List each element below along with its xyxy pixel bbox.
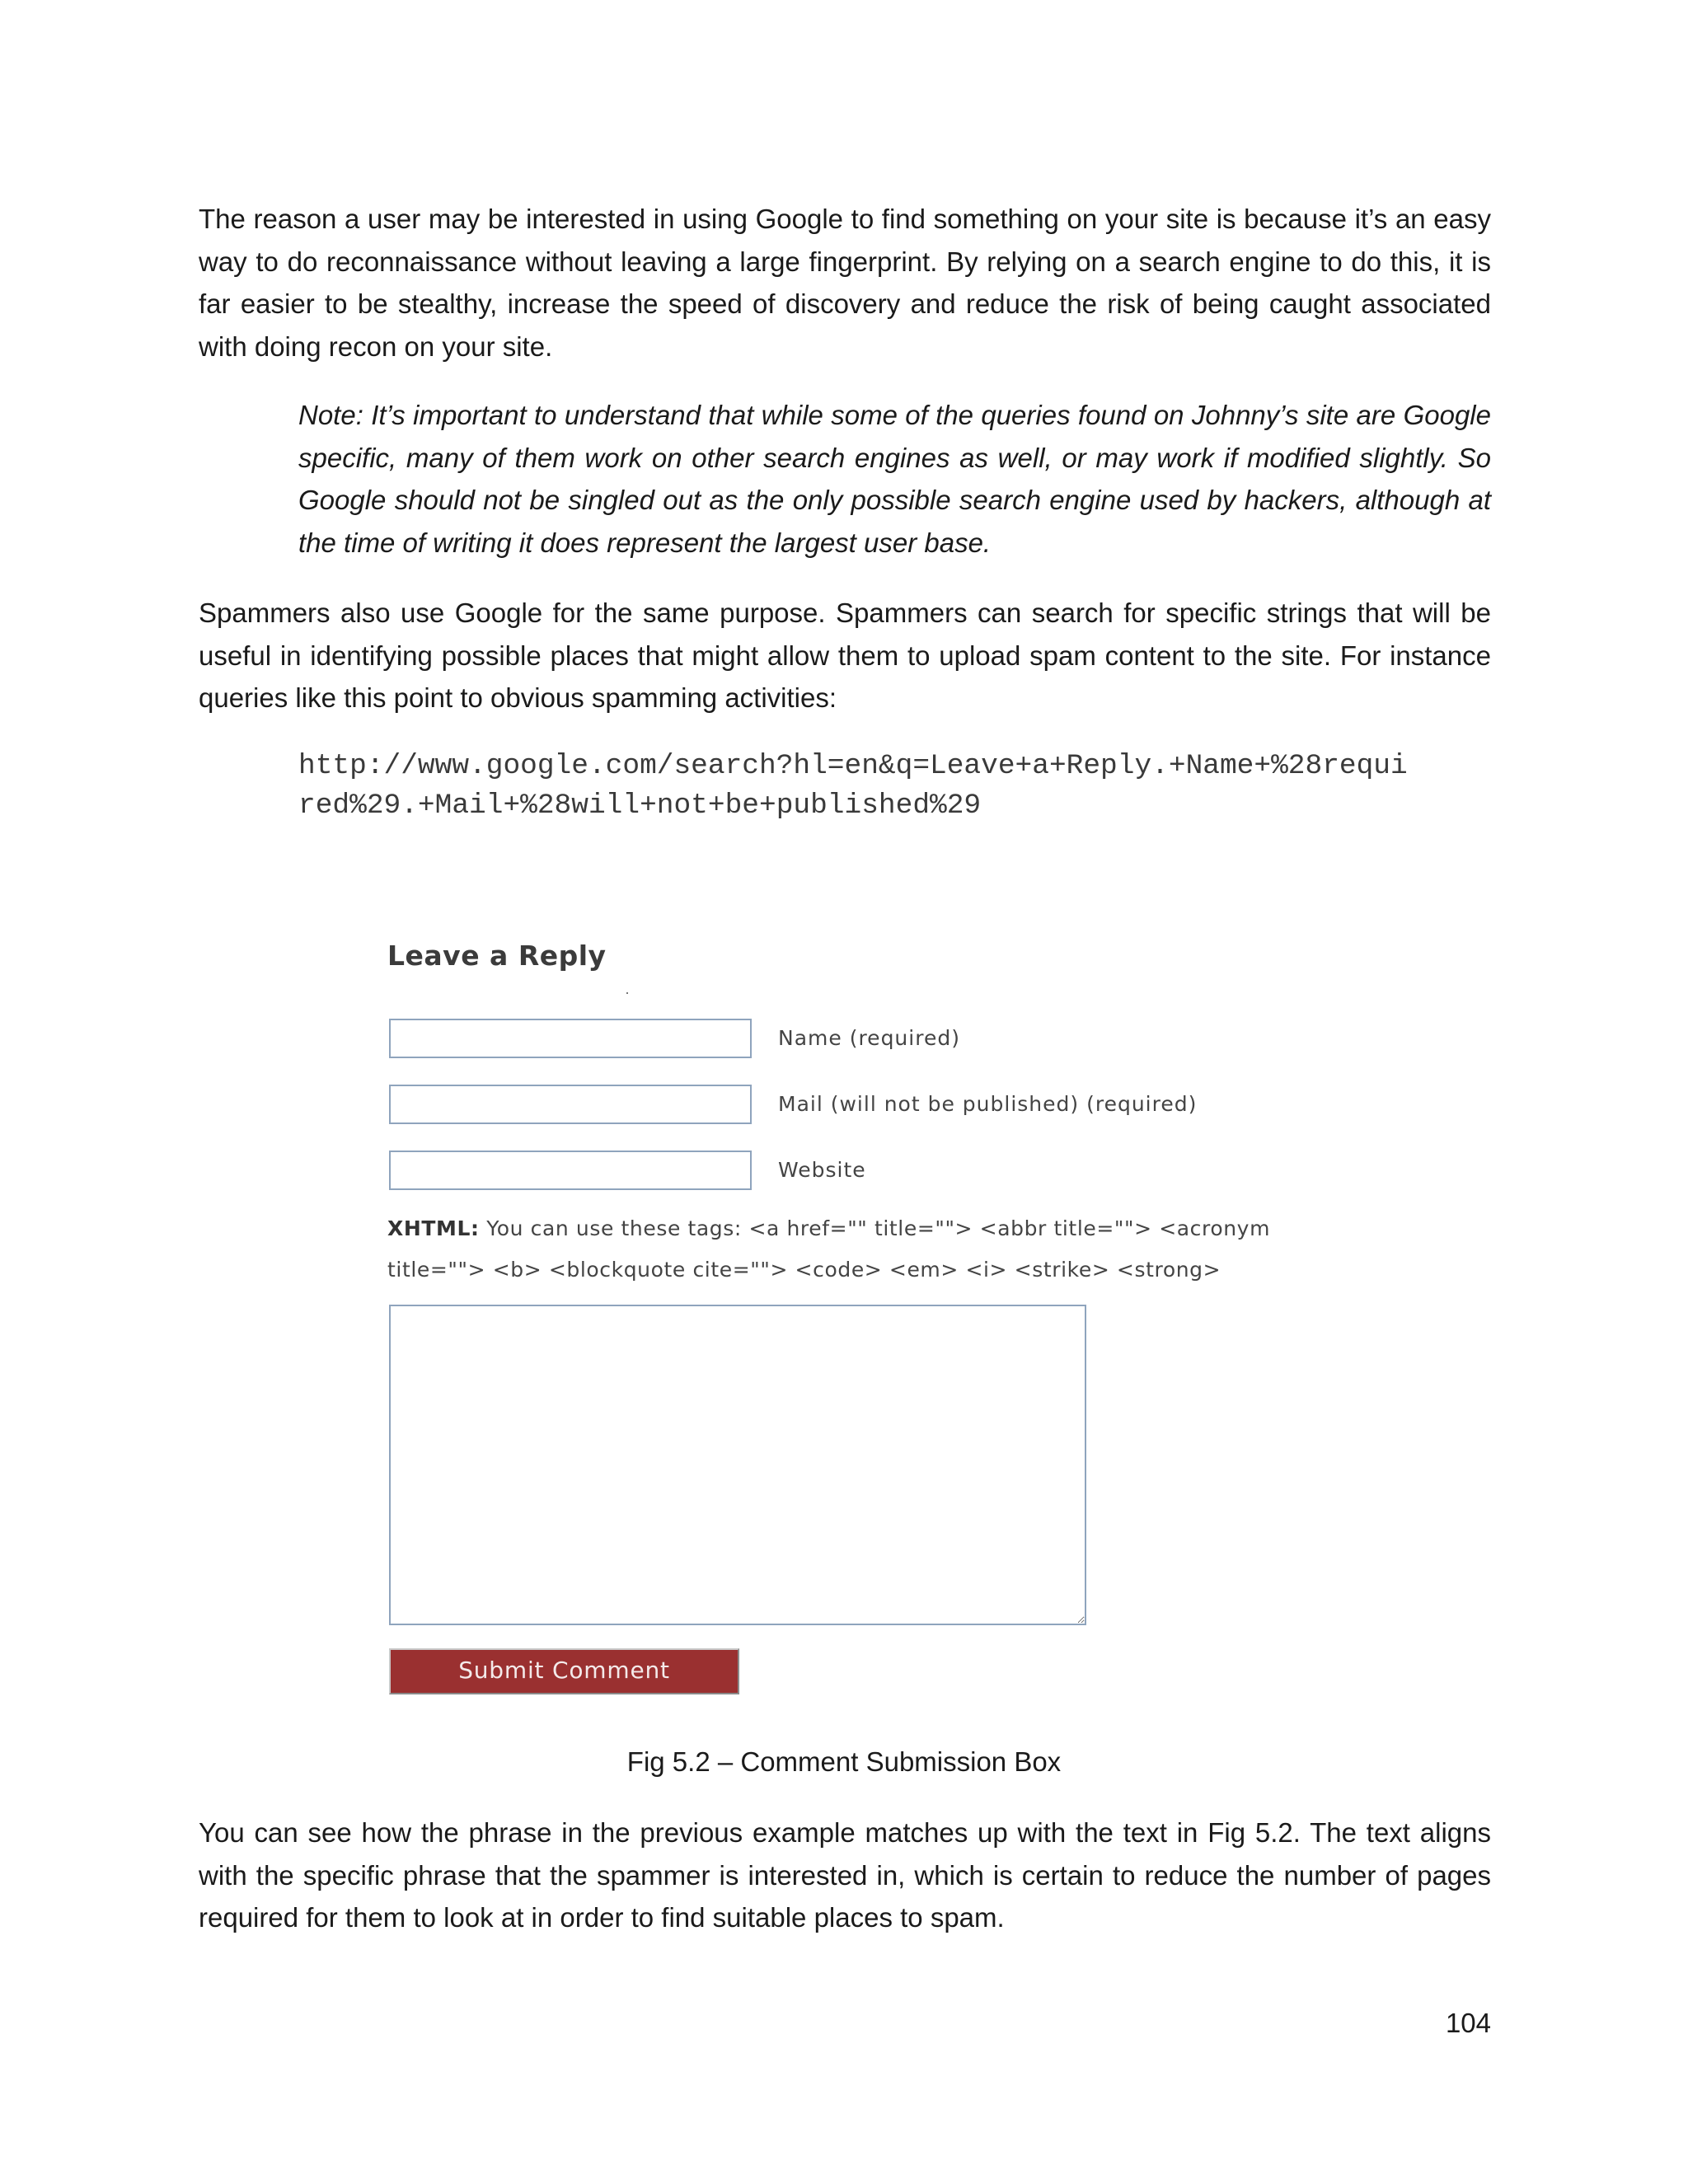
name-label: Name (required) <box>778 1026 960 1050</box>
comment-textarea[interactable] <box>389 1305 1086 1625</box>
spammers-paragraph: Spammers also use Google for the same purpose. Spammers can search for specific strings that will be useful in identifying possible places that might allow them to upload spam content to the site. For instance queries like this point to obvious spamming activities: <box>199 598 1491 713</box>
name-input[interactable] <box>389 1019 752 1058</box>
note-paragraph: Note: It’s important to understand that while some of the queries found on Johnny’s site are Google specific, many of them work on other search engines as well, or may work if modified slightly. So Google should not be singled out as the only possible search engine used by hackers, although at the time of writing it does represent the largest user base. <box>298 400 1491 558</box>
conclusion-paragraph: You can see how the phrase in the previous example matches up with the text in Fig 5.2. The text aligns with the specific phrase that the spammer is interested in, which is certain to reduce the number of pages required for them to look at in order to find suitable places to spam. <box>199 1817 1491 1933</box>
website-label: Website <box>778 1158 866 1182</box>
xhtml-tags-line-1 <box>387 1216 1270 1240</box>
xhtml-tags-line-2: title=""> <b> <blockquote cite=""> <code> <em> <i> <strike> <strong> <box>387 1258 1221 1282</box>
mail-label: Mail (will not be published) (required) <box>778 1092 1198 1116</box>
stray-dot <box>626 992 628 994</box>
mail-field-row <box>387 1085 1294 1129</box>
code-url-block <box>298 747 1502 826</box>
comment-form-figure <box>387 940 1335 1706</box>
xhtml-label: XHTML: <box>387 1216 480 1240</box>
form-title: Leave a Reply <box>387 940 607 972</box>
code-url-line-1: http://www.google.com/search?hl=en&q=Leave+a+Reply.+Name+%28requi <box>298 750 1408 782</box>
figure-caption: Fig 5.2 – Comment Submission Box <box>626 1746 1062 1777</box>
page-number: 104 <box>1445 2008 1491 2038</box>
mail-input[interactable] <box>389 1085 752 1124</box>
website-input[interactable] <box>389 1151 752 1190</box>
name-field-row <box>387 1019 1294 1063</box>
intro-paragraph: The reason a user may be interested in using Google to find something on your site is because it’s an easy way to do reconnaissance without leaving a large fingerprint. By relying on a search engine to do this, it is far easier to be stealthy, increase the speed of discovery and reduce the risk of being caught associated with doing recon on your site. <box>199 204 1491 362</box>
code-url-line-2: red%29.+Mail+%28will+not+be+published%29 <box>298 790 982 822</box>
website-field-row <box>387 1151 1294 1195</box>
submit-comment-button[interactable]: Submit Comment <box>389 1648 739 1694</box>
xhtml-tags-text-1: You can use these tags: <a href="" title=""> <abbr title=""> <acronym <box>479 1216 1271 1240</box>
